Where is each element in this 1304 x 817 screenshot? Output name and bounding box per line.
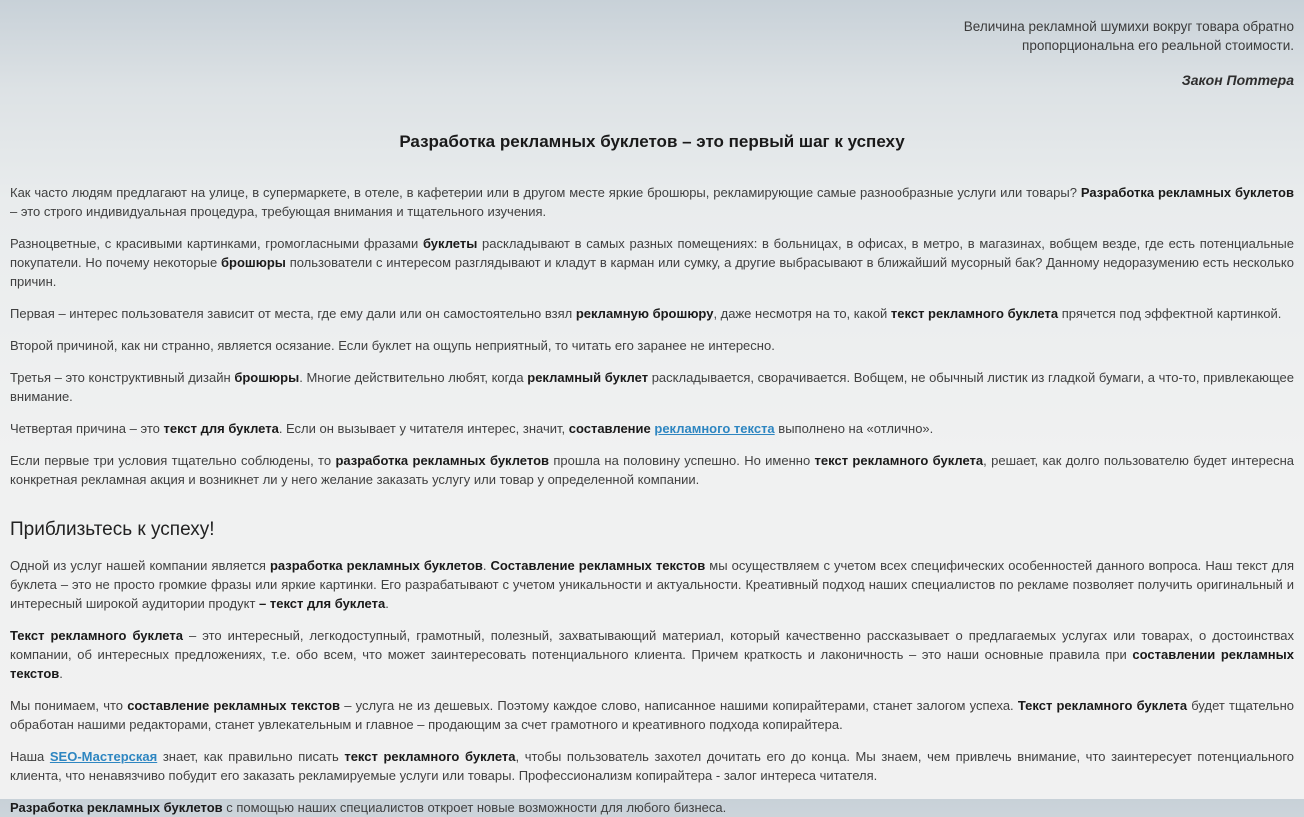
text-run: Четвертая причина – это xyxy=(10,420,164,436)
seo-masterskaya-link[interactable]: SEO-Мастерская xyxy=(49,748,158,764)
text-run: с помощью наших специалистов откроет новые возможности для любого бизнеса. xyxy=(222,799,727,815)
text-run: . xyxy=(59,665,63,681)
text-run: текст рекламного буклета xyxy=(890,305,1059,321)
paragraph xyxy=(10,183,1294,221)
text-run: разработка рекламных буклетов xyxy=(269,557,483,573)
paragraph xyxy=(10,368,1294,406)
text-run: брошюры xyxy=(221,254,286,270)
paragraph xyxy=(10,747,1294,785)
text-run: раскладывают в самых разных помещениях: в больницах, в офисах, в метро, в магазинах, вобщем везде, где есть потенциальные покупатели. Но почему некоторые xyxy=(10,235,1294,270)
text-run: прошла на половину успешно. Но именно xyxy=(549,452,815,468)
text-run: раскладывается, сворачивается. Вобщем, не обычный листик из гладкой бумаги, а что-то, привлекающее внимание. xyxy=(10,369,1294,404)
text-run: Мы понимаем, что xyxy=(10,697,128,713)
section-heading: Приблизьтесь к успеху! xyxy=(10,518,215,540)
text-run: составление xyxy=(568,420,655,436)
text-run: Первая – интерес пользователя зависит от места, где ему дали или он самостоятельно взял xyxy=(10,305,576,321)
text-run: Третья – это конструктивный дизайн xyxy=(10,369,235,385)
text-run: рекламную брошюру xyxy=(575,305,714,321)
text-run: Наша xyxy=(10,748,50,764)
text-run: пользователи с интересом разглядывают и кладут в карман или сумку, а другие выбрасывают в ближайший мусорный бак? Данному недоразумению есть несколько причин. xyxy=(10,254,1294,289)
text-run: – услуга не из дешевых. Поэтому каждое слово, написанное нашими копирайтерами, станет залогом успеха. xyxy=(340,697,1018,713)
text-run: мы осуществляем с учетом всех специфических особенностей данного вопроса. Наш текст для буклета – это не просто громкие фразы или яркие картинки. Его разрабатывают с учетом уникальности и актуальности. Креативный подход наших специалистов по рекламе позволяет получить оригинальный и интересный широкой аудитории продукт xyxy=(10,557,1294,611)
text-run: , даже несмотря на то, какой xyxy=(713,305,891,321)
paragraph xyxy=(10,304,1294,323)
paragraph xyxy=(10,556,1294,613)
text-run: – это интересный, легкодоступный, грамотный, полезный, захватывающий материал, который качественно рассказывает о предлагаемых услугах или товарах, о достоинствах компании, об интересных предложениях, т.е. обо всем, что может заинтересовать потенциального клиента. Причем краткость и лаконичность – это наши основные правила при xyxy=(10,627,1294,662)
text-run: составлении рекламных текстов xyxy=(10,646,1294,681)
text-run: Если первые три условия тщательно соблюдены, то xyxy=(10,452,336,468)
text-run: прячется под эффектной картинкой. xyxy=(1058,305,1282,321)
paragraph xyxy=(10,626,1294,683)
text-run: рекламный буклет xyxy=(527,369,649,385)
text-run: разработка рекламных буклетов xyxy=(335,452,549,468)
article-body xyxy=(10,183,1294,817)
text-run: Составление рекламных текстов xyxy=(490,557,706,573)
text-run: знает, как правильно писать xyxy=(157,748,345,764)
epigraph-author: Закон Поттера xyxy=(1181,71,1294,88)
epigraph xyxy=(0,0,1304,88)
text-run: Разработка рекламных буклетов xyxy=(1080,184,1294,200)
text-run: . xyxy=(385,595,389,611)
text-run: – текст для буклета xyxy=(259,595,386,611)
paragraph xyxy=(10,798,1294,817)
page-title: Разработка рекламных буклетов – это первый шаг к успеху xyxy=(399,131,905,151)
text-run: брошюры xyxy=(234,369,300,385)
epigraph-quote: Величина рекламной шумихи вокруг товара обратно пропорциональна его реальной стоимости. xyxy=(963,19,1294,53)
text-run: выполнено на «отлично». xyxy=(774,420,934,436)
text-run: буклеты xyxy=(422,235,478,251)
text-run: Одной из услуг нашей компании является xyxy=(10,557,270,573)
paragraph xyxy=(10,336,1294,355)
paragraph xyxy=(10,419,1294,438)
text-run: текст рекламного буклета xyxy=(344,748,516,764)
text-run: , чтобы пользователь захотел дочитать его до конца. Мы знаем, чем привлечь внимание, что заинтересует потенциального клиента, что ненавязчиво побудит его заказать рекламируемые услуги или товары. Профессионализм копирайтера - залог интереса читателя. xyxy=(10,748,1295,783)
text-run: составление рекламных текстов xyxy=(127,697,341,713)
text-run: текст рекламного буклета xyxy=(814,452,984,468)
text-run: Разработка рекламных буклетов xyxy=(10,799,223,815)
text-run: текст для буклета xyxy=(163,420,279,436)
text-run: . xyxy=(482,557,491,573)
text-run: – это строго индивидуальная процедура, требующая внимания и тщательного изучения. xyxy=(10,203,547,219)
text-run: Разноцветные, с красивыми картинками, громогласными фразами xyxy=(10,235,423,251)
paragraph xyxy=(10,696,1294,734)
text-run: будет тщательно обработан нашими редакторами, станет увлекательным и главное – продающим за счет грамотного и креативного подхода копирайтера. xyxy=(10,697,1294,732)
text-run: , решает, как долго пользователю будет интересна конкретная рекламная акция и возникнет ли у него желание заказать услугу или товар у определенной компании. xyxy=(10,452,1294,487)
text-run: . Если он вызывает у читателя интерес, значит, xyxy=(278,420,569,436)
paragraph xyxy=(10,234,1294,291)
paragraph xyxy=(10,451,1294,489)
text-run: Текст рекламного буклета xyxy=(1017,697,1188,713)
text-run: Второй причиной, как ни странно, является осязание. Если буклет на ощупь неприятный, то читать его заранее не интересно. xyxy=(10,337,775,353)
text-run: Как часто людям предлагают на улице, в супермаркете, в отеле, в кафетерии или в другом месте яркие брошюры, рекламирующие самые разнообразные услуги или товары? xyxy=(10,184,1081,200)
text-run: Текст рекламного буклета xyxy=(10,627,183,643)
reklamnogo-teksta-link[interactable]: рекламного текста xyxy=(654,420,775,436)
text-run: . Многие действительно любят, когда xyxy=(299,369,528,385)
